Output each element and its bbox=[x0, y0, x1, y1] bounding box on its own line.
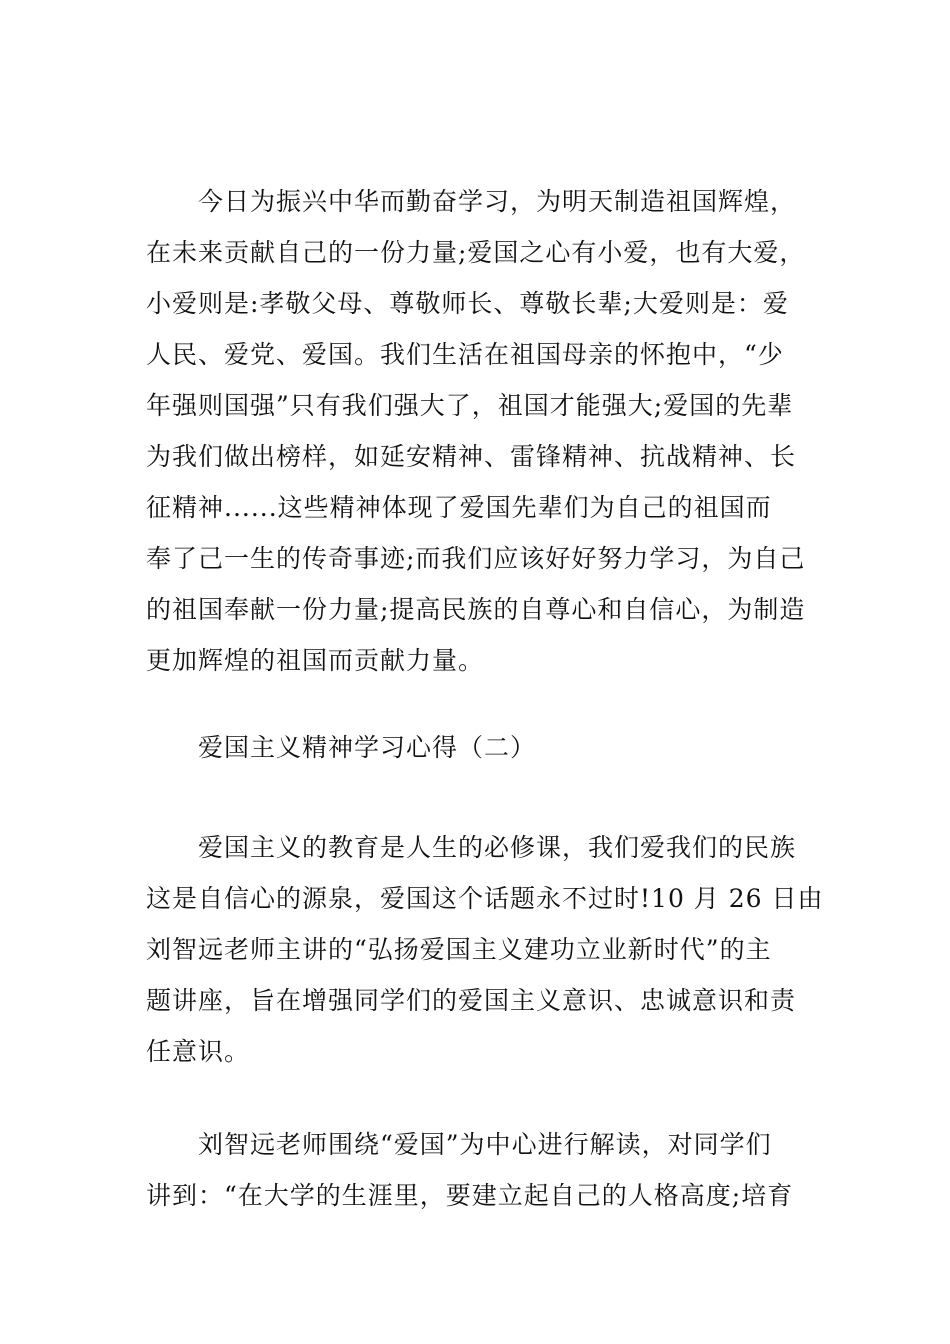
paragraph-line: 为我们做出榜样，如延安精神、雷锋精神、抗战精神、长 bbox=[146, 442, 797, 471]
paragraph-line: 讲到：“在大学的生涯里，要建立起自己的人格高度;培育 bbox=[146, 1181, 794, 1210]
paragraph-lecture-intro bbox=[146, 822, 824, 1077]
paragraph-lecture-content bbox=[146, 1119, 806, 1221]
paragraph-line: 人民、爱党、爱国。我们生活在祖国母亲的怀抱中，“少 bbox=[146, 340, 784, 369]
paragraph-line: 奉了己一生的传奇事迹;而我们应该好好努力学习，为自己 bbox=[146, 544, 806, 573]
section-heading bbox=[146, 722, 806, 773]
paragraph-line: 今日为振兴中华而勤奋学习，为明天制造祖国辉煌， bbox=[198, 187, 797, 216]
paragraph-line: 题讲座，旨在增强同学们的爱国主义意识、忠诚意识和责 bbox=[146, 986, 797, 1015]
paragraph-line: 这是自信心的源泉，爱国这个话题永不过时!10 月 26 日由 bbox=[146, 884, 824, 913]
paragraph-line: 在未来贡献自己的一份力量;爱国之心有小爱，也有大爱， bbox=[146, 238, 806, 267]
paragraph-line: 年强则国强”只有我们强大了，祖国才能强大;爱国的先辈 bbox=[146, 391, 794, 420]
paragraph-line: 刘智远老师围绕“爱国”为中心进行解读，对同学们 bbox=[198, 1130, 772, 1159]
paragraph-line: 更加辉煌的祖国而贡献力量。 bbox=[146, 646, 485, 675]
paragraph-line: 爱国主义的教育是人生的必修课，我们爱我们的民族 bbox=[198, 833, 797, 862]
paragraph-patriotism-study bbox=[146, 176, 806, 686]
section-heading-text: 爱国主义精神学习心得（二） bbox=[198, 733, 537, 762]
paragraph-line: 刘智远老师主讲的“弘扬爱国主义建功立业新时代”的主 bbox=[146, 935, 772, 964]
paragraph-line: 的祖国奉献一份力量;提高民族的自尊心和自信心，为制造 bbox=[146, 595, 806, 624]
paragraph-line: 任意识。 bbox=[146, 1037, 251, 1066]
paragraph-line: 小爱则是:孝敬父母、尊敬师长、尊敬长辈;大爱则是：爱 bbox=[146, 289, 789, 318]
paragraph-line: 征精神......这些精神体现了爱国先辈们为自己的祖国而 bbox=[146, 493, 772, 522]
